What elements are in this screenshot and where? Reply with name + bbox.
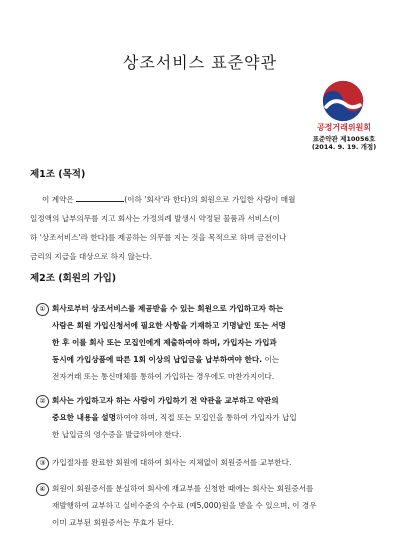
clause-number: ②: [36, 395, 49, 408]
clause-4: ④ 회원이 회원증서를 분실하여 회사에 재교부를 신청한 때에는 회사는 회원증서를 재발행하여 교부하고 실비수준의 수수료 (예5,000)원을 받을 수 있으며, 이 경우 이미 교부된 회원증서는 무효가 된다.: [36, 480, 376, 531]
article2-heading: 제2조 (회원의 가입): [30, 273, 117, 284]
article1-heading: 제1조 (목적): [30, 169, 86, 180]
article1-line1: 이 계약은 (이하 '회사'라 한다)의 회원으로 가입한 사람이 매월: [42, 195, 296, 204]
clause-3: ③ 가입절차를 완료한 회원에 대하여 회사는 지체없이 회원증서를 교부한다.: [36, 454, 376, 471]
article1-line2: 일정액의 납부의무를 지고 회사는 가정의례 발생시 약정된 물품과 서비스(이: [30, 214, 280, 223]
article1-line3: 하 '상조서비스'라 한다)를 제공하는 의무를 지는 것을 목적으로 하며 금전이나: [30, 233, 287, 242]
article1-body: [30, 190, 372, 266]
standard-number: 표준약관 제10056호: [312, 135, 376, 143]
taegeuk-emblem-icon: [322, 80, 364, 122]
article1-line4: 금리의 지급을 대상으로 하지 않는다.: [30, 252, 153, 261]
clause-2: ② 회사는 가입하고자 하는 사람이 가입하기 전 약관을 교부하고 약관의 중요한 내용을 설명하여야 하며, 직접 또는 모집인을 통하여 가입자가 납입 한 납입금의 영수증을 발급하여야 한다.: [36, 392, 376, 443]
clause-1: ① 회사로부터 상조서비스를 제공받을 수 있는 회원으로 가입하고자 하는 사람은 회원 가입신청서에 필요한 사항을 기재하고 기명날인 또는 서명 한 후 이를 회사 또는 모집인에게 제출하여야 하며, 가입자는 가입과 동시에 가입상품에 따른 1회 이상의 납입금을 납부하여야 한다. 이는 전자거래 또는 통신매체를 통하여 가입하는 경우에도 마찬가지이다.: [36, 300, 376, 385]
clause-number: ③: [36, 457, 49, 470]
company-name-blank: [76, 193, 124, 202]
standard-date: (2014. 9. 19. 개정): [311, 143, 377, 151]
clause-number: ①: [36, 303, 49, 316]
issuer-name: 공정거래위원회: [316, 123, 372, 132]
clause-number: ④: [36, 483, 49, 496]
document-title: 상조서비스 표준약관: [122, 53, 278, 72]
